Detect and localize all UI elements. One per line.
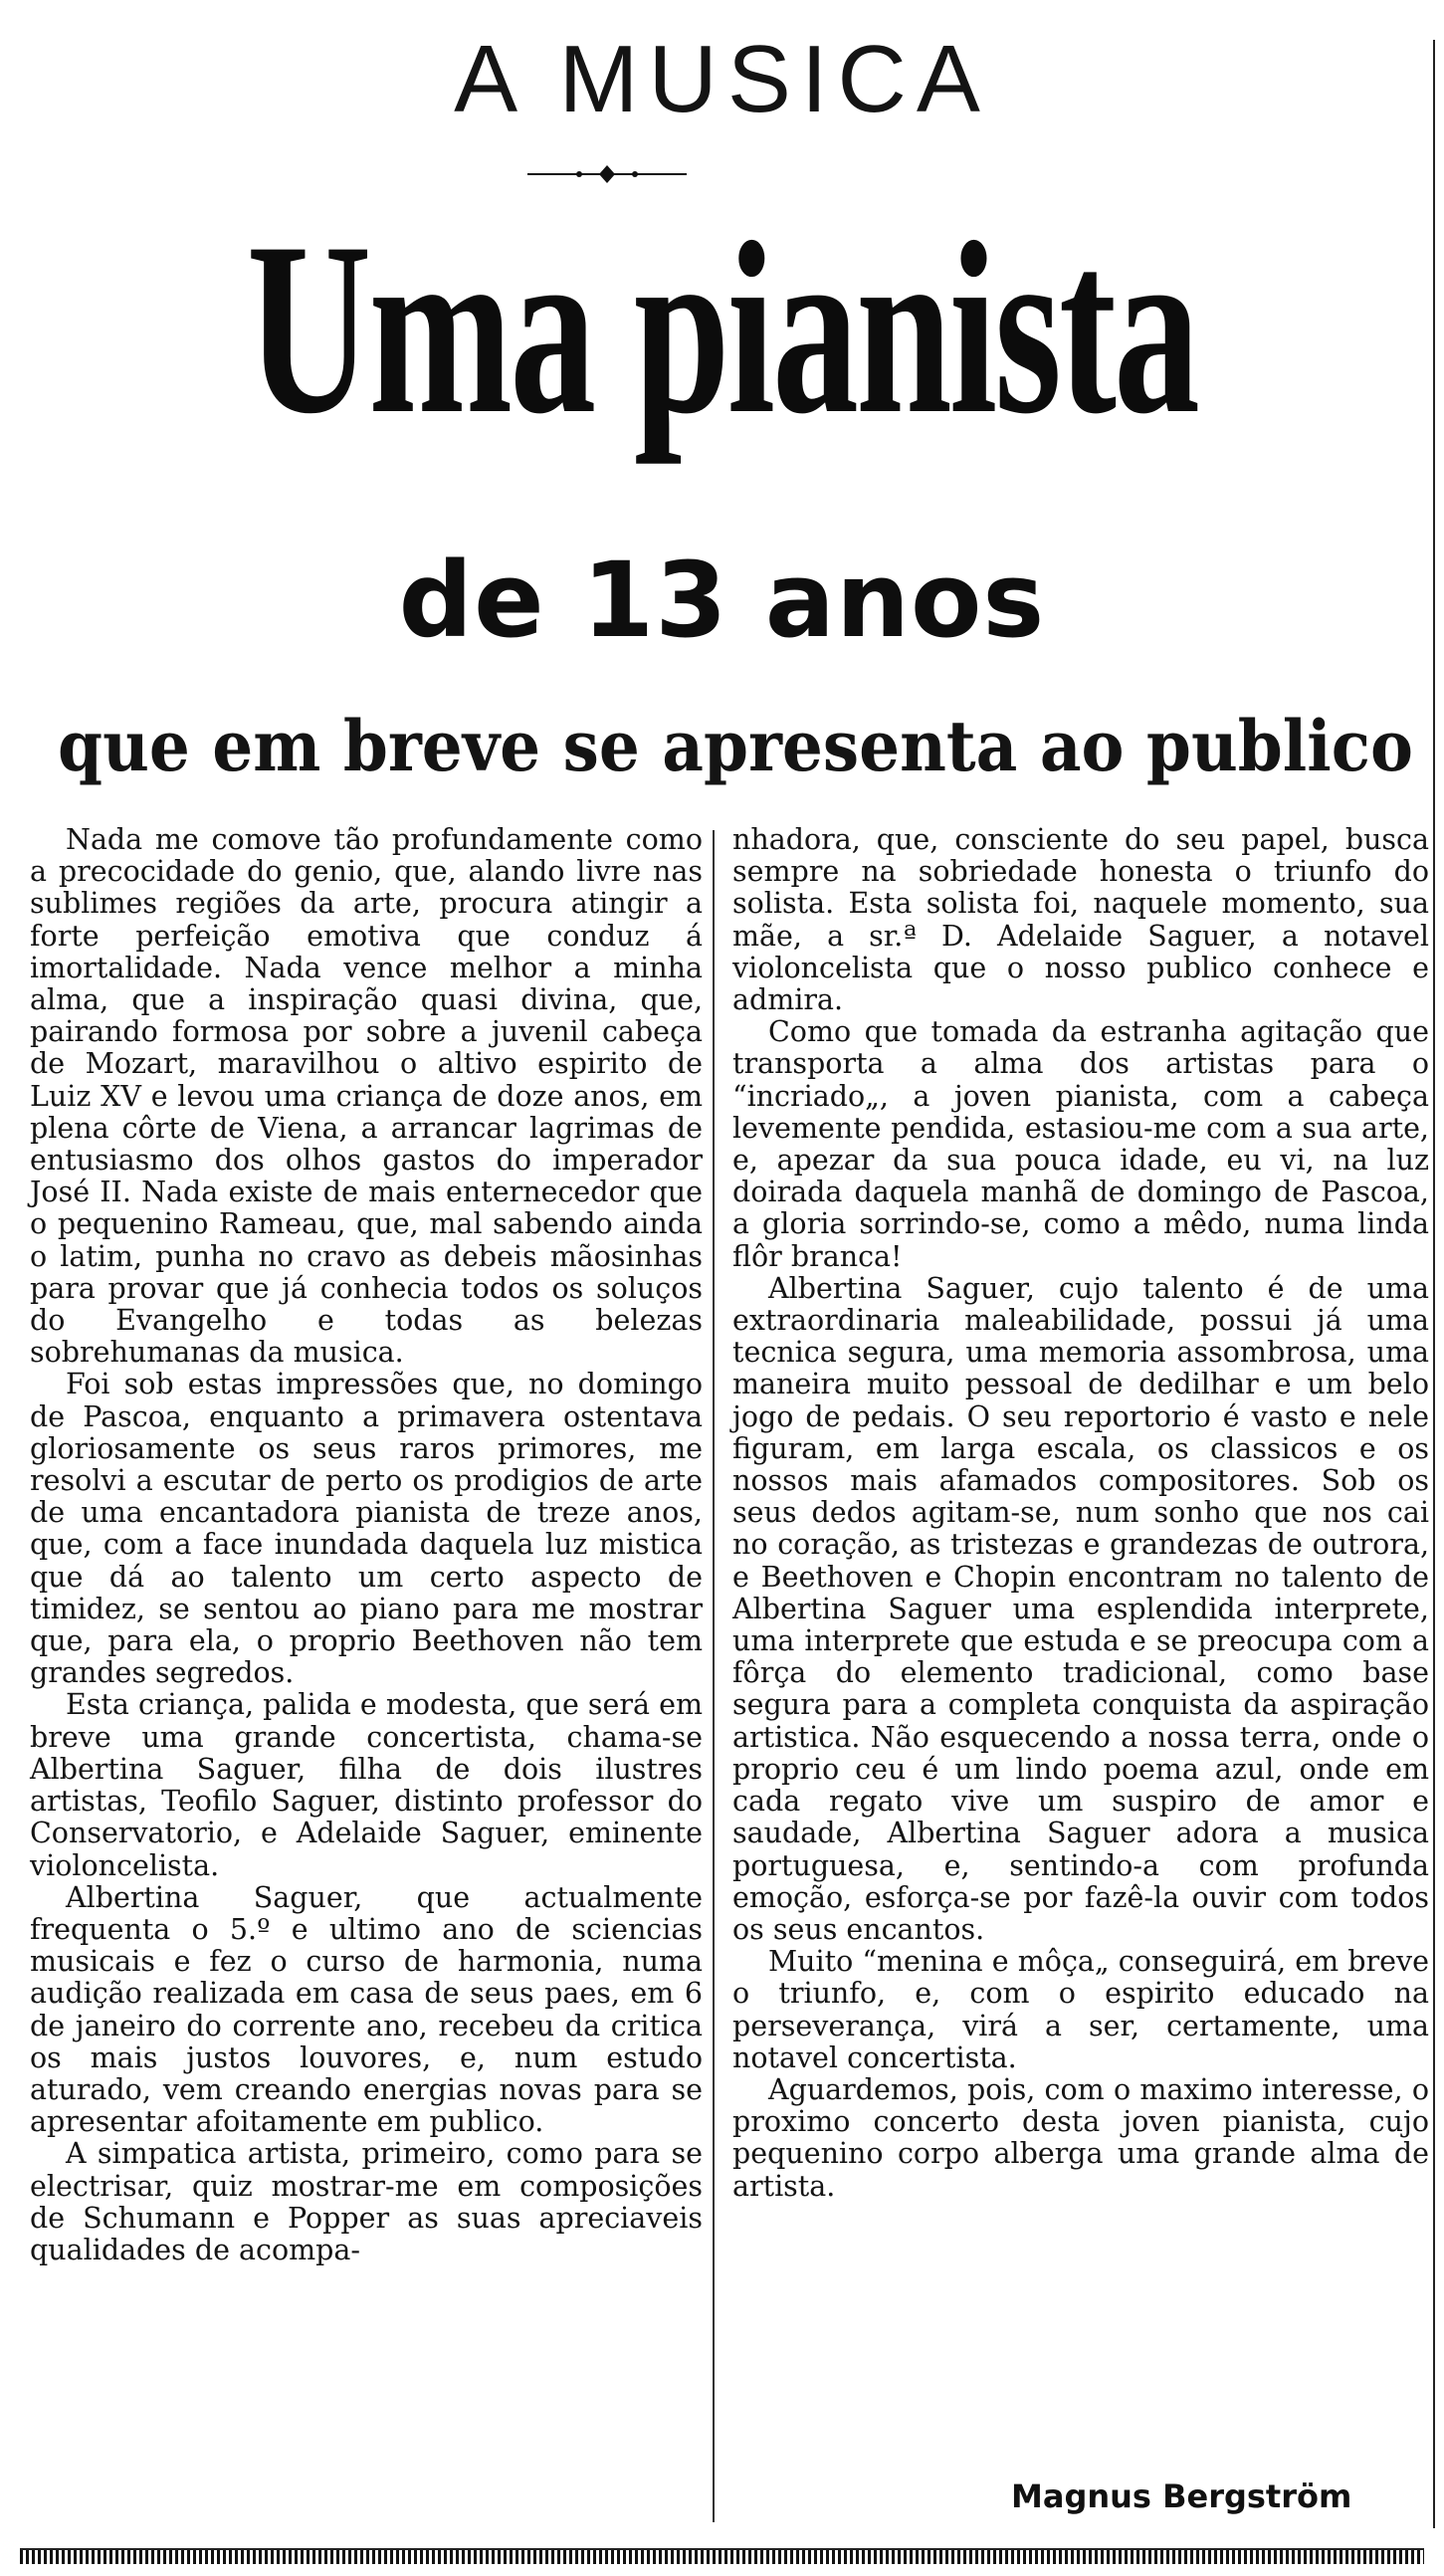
page-edge-rule <box>1433 40 1435 2528</box>
tagline: que em breve se apresenta ao publico <box>58 705 1413 787</box>
subheadline: de 13 anos <box>398 539 1046 661</box>
author-signature: Magnus Bergström <box>1011 2477 1352 2515</box>
bottom-border-rule <box>20 2548 1424 2564</box>
paragraph: Foi sob estas impressões que, no domingo de Pascoa, enquanto a primavera ostentava gloriosamente os seus raros primores, me resolvi a escutar de perto os prodigios de arte de uma encantadora pianista de treze anos, que, com a face inundada daquela luz mistica que dá ao talento um certo aspecto de timidez, se sentou ao piano para me mostrar que, para ela, o proprio Beethoven não tem grandes segredos. <box>30 1368 703 1690</box>
article-right-column <box>732 824 1429 2203</box>
paragraph: Albertina Saguer, cujo talento é de uma extraordinaria maleabilidade, possui já uma tecnica segura, uma memoria assombrosa, uma maneira muito pessoal de dedilhar e um belo jogo de pedais. O seu reportorio é vasto e nele figuram, em larga escala, os classicos e os nossos mais afamados compositores. Sob os seus dedos agitam-se, num sonho que nos cai no coração, as tristezas e grandezas de outrora, e Beethoven e Chopin encontram no talento de Albertina Saguer uma esplendida interprete, uma interprete que estuda e se preocupa com a fôrça do elemento tradicional, como base segura para a completa conquista da aspiração artistica. Não esquecendo a nossa terra, onde o proprio ceu é um lindo poema azul, onde em cada regato vive um suspiro de amor e saudade, Albertina Saguer adora a musica portuguesa, e, sentindo-a com profunda emoção, esforça-se por fazê-la ouvir com todos os seus encantos. <box>732 1271 1429 1946</box>
headline: Uma pianista <box>246 191 1198 465</box>
paragraph: Aguardemos, pois, com o maximo interesse, o proximo concerto desta joven pianista, cujo pequenino corpo alberga uma grande alma de artista. <box>732 2072 1429 2203</box>
section-title: A MUSICA <box>454 26 990 132</box>
paragraph: A simpatica artista, primeiro, como para se electrisar, quiz mostrar-me em composições de Schumann e Popper as suas apreciaveis qualidades de acompa- <box>30 2137 703 2266</box>
paragraph: Muito “menina e môça„ conseguirá, em breve o triunfo, e, com o espirito educado na perseverança, virá a ser, certamente, uma notavel concertista. <box>732 1945 1429 2074</box>
paragraph: Albertina Saguer, que actualmente frequenta o 5.º e ultimo ano de sciencias musicais e fez o curso de harmonia, numa audição realizada em casa de seus paes, em 6 de janeiro do corrente ano, recebeu da critica os mais justos louvores, e, num estudo aturado, vem creando energias novas para se apresentar afoitamente em publico. <box>30 1880 703 2139</box>
column-divider <box>713 830 715 2522</box>
article-left-column <box>30 824 703 2266</box>
paragraph: Como que tomada da estranha agitação que transporta a alma dos artistas para o “incriado„, a joven pianista, com a cabeça levemente pendida, estasiou-me com a sua arte, e, apezar da sua pouca idade, eu vi, na luz doirada daquela manhã de domingo de Pascoa, a gloria sorrindo-se, como a mêdo, numa linda flôr branca! <box>732 1015 1429 1273</box>
paragraph: Esta criança, palida e modesta, que será em breve uma grande concertista, chama-se Albertina Saguer, filha de dois ilustres artistas, Teofilo Saguer, distinto professor do Conservatorio, e Adelaide Saguer, eminente violoncelista. <box>30 1688 703 1882</box>
paragraph: Nada me comove tão profundamente como a precocidade do genio, que, alando livre nas sublimes regiões da arte, procura atingir a forte perfeição emotiva que conduz á imortalidade. Nada vence melhor a minha alma, que a inspiração quasi divina, que, pairando formosa por sobre a juvenil cabeça de Mozart, maravilhou o altivo espirito de Luiz XV e levou uma criança de doze anos, em plena côrte de Viena, a arrancar lagrimas de entusiasmo dos olhos gastos do imperador José II. Nada existe de mais enternecedor que o pequenino Rameau, que, mal sabendo ainda o latim, punha no cravo as debeis mãosinhas para provar que já conhecia todos os soluços do Evangelho e todas as belezas sobrehumanas da musica. <box>30 823 703 1370</box>
paragraph: nhadora, que, consciente do seu papel, busca sempre na sobriedade honesta o triunfo do solista. Esta solista foi, naquele momento, sua mãe, a sr.ª D. Adelaide Saguer, a notavel violoncelista que o nosso publico conhece e admira. <box>732 823 1429 1017</box>
